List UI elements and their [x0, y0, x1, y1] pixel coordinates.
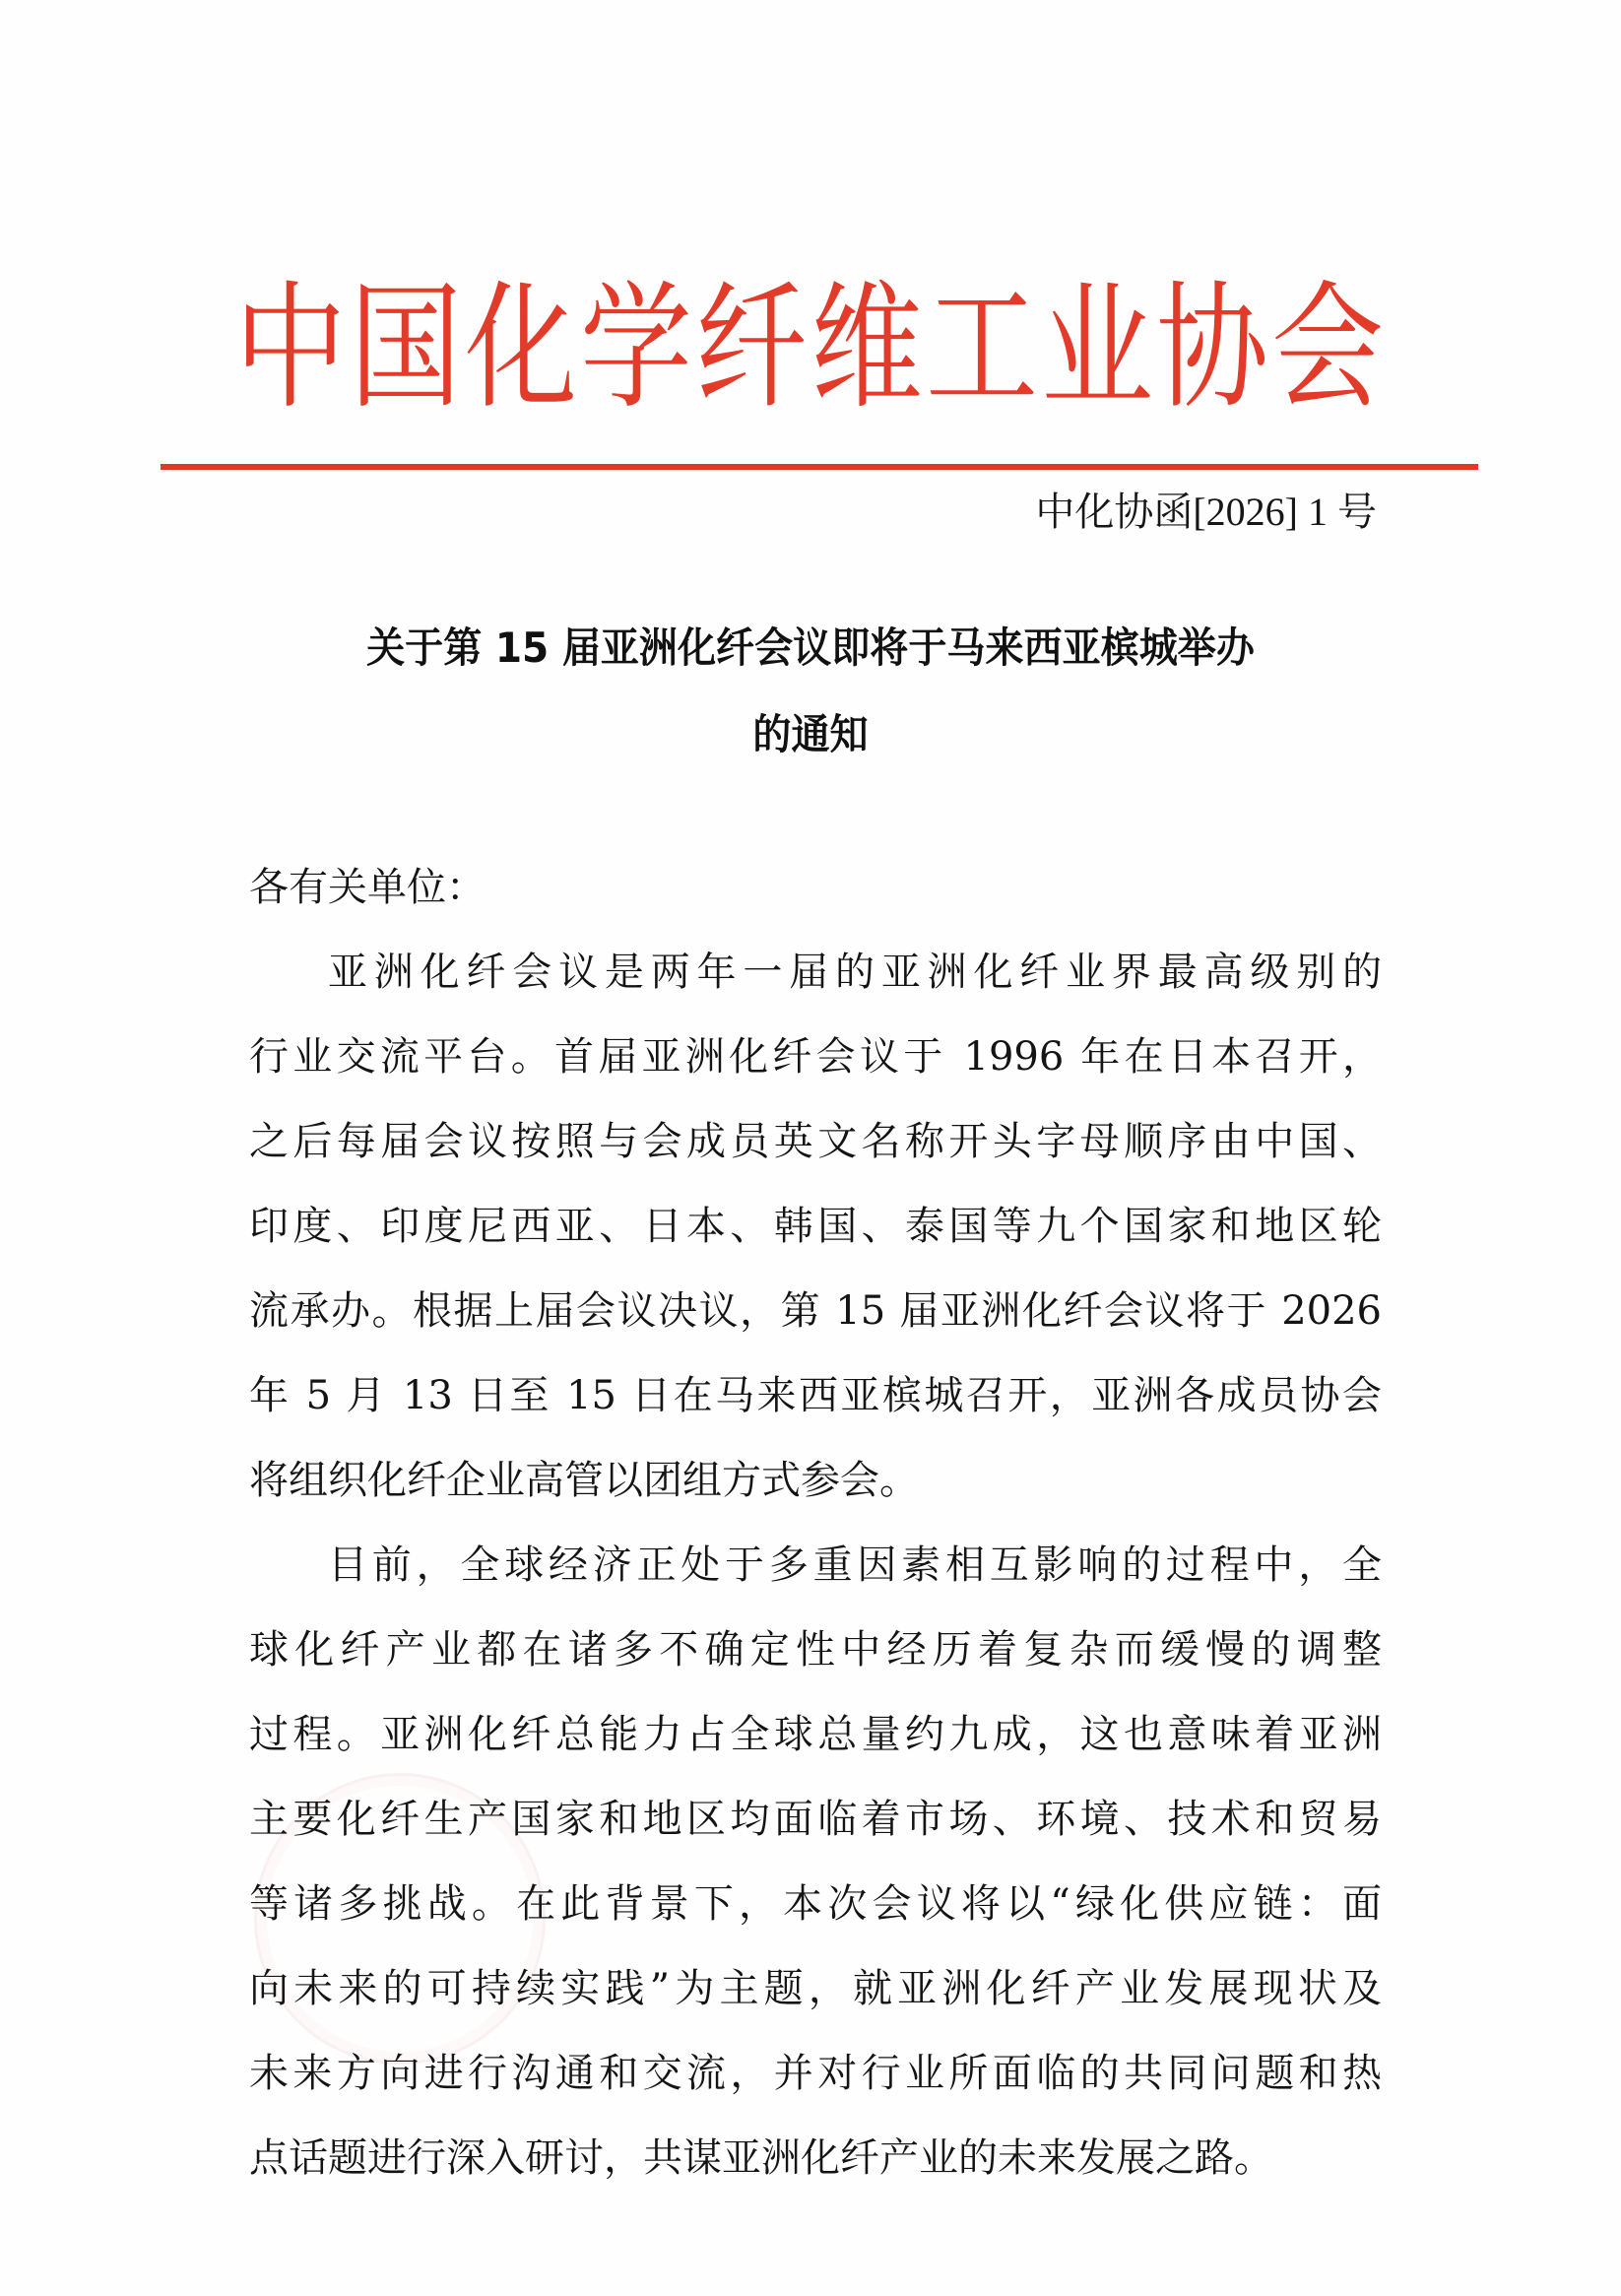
paragraph-line: 向未来的可持续实践”为主题，就亚洲化纤产业发展现状及	[249, 1966, 1382, 2011]
paragraph-line: 之后每届会议按照与会成员英文名称开头字母顺序由中国、	[249, 1119, 1382, 1164]
body-paragraph-1	[249, 930, 1382, 1523]
paragraph-line: 主要化纤生产国家和地区均面临着市场、环境、技术和贸易	[249, 1797, 1382, 1842]
paragraph-line: 球化纤产业都在诸多不确定性中经历着复杂而缓慢的调整	[249, 1627, 1382, 1673]
paragraph-line: 亚洲化纤会议是两年一届的亚洲化纤业界最高级别的	[328, 950, 1382, 995]
paragraph-line: 目前，全球经济正处于多重因素相互影响的过程中，全	[328, 1542, 1382, 1588]
organization-letterhead: 中国化学纤维工业协会	[233, 267, 1387, 427]
document-title-line: 的通知	[752, 710, 869, 758]
document-body	[249, 845, 1382, 2200]
paragraph-line: 年 5 月 13 日至 15 日在马来西亚槟城召开，亚洲各成员协会	[249, 1373, 1382, 1418]
paragraph-line: 过程。亚洲化纤总能力占全球总量约九成，这也意味着亚洲	[249, 1712, 1382, 1757]
paragraph-line: 流承办。根据上届会议决议，第 15 届亚洲化纤会议将于 2026	[249, 1288, 1382, 1334]
paragraph-line: 未来方向进行沟通和交流，并对行业所面临的共同问题和热	[249, 2051, 1382, 2096]
paragraph-line: 行业交流平台。首届亚洲化纤会议于 1996 年在日本召开，	[249, 1034, 1382, 1080]
letterhead-red-rule	[161, 464, 1478, 470]
document-number: 中化协函[2026] 1 号	[1035, 490, 1377, 534]
document-title-line: 关于第 15 届亚洲化纤会议即将于马来西亚槟城举办	[366, 623, 1255, 672]
paragraph-line: 印度、印度尼西亚、日本、韩国、泰国等九个国家和地区轮	[249, 1204, 1382, 1249]
document-title	[240, 605, 1382, 778]
paragraph-line: 将组织化纤企业高管以团组方式参会。	[249, 1458, 919, 1503]
paragraph-line: 点话题进行深入研讨，共谋亚洲化纤产业的未来发展之路。	[249, 2135, 1273, 2181]
paragraph-line: 等诸多挑战。在此背景下，本次会议将以“绿化供应链：面	[249, 1881, 1382, 1927]
body-paragraph-2	[249, 1523, 1382, 2200]
salutation: 各有关单位：	[249, 865, 486, 910]
